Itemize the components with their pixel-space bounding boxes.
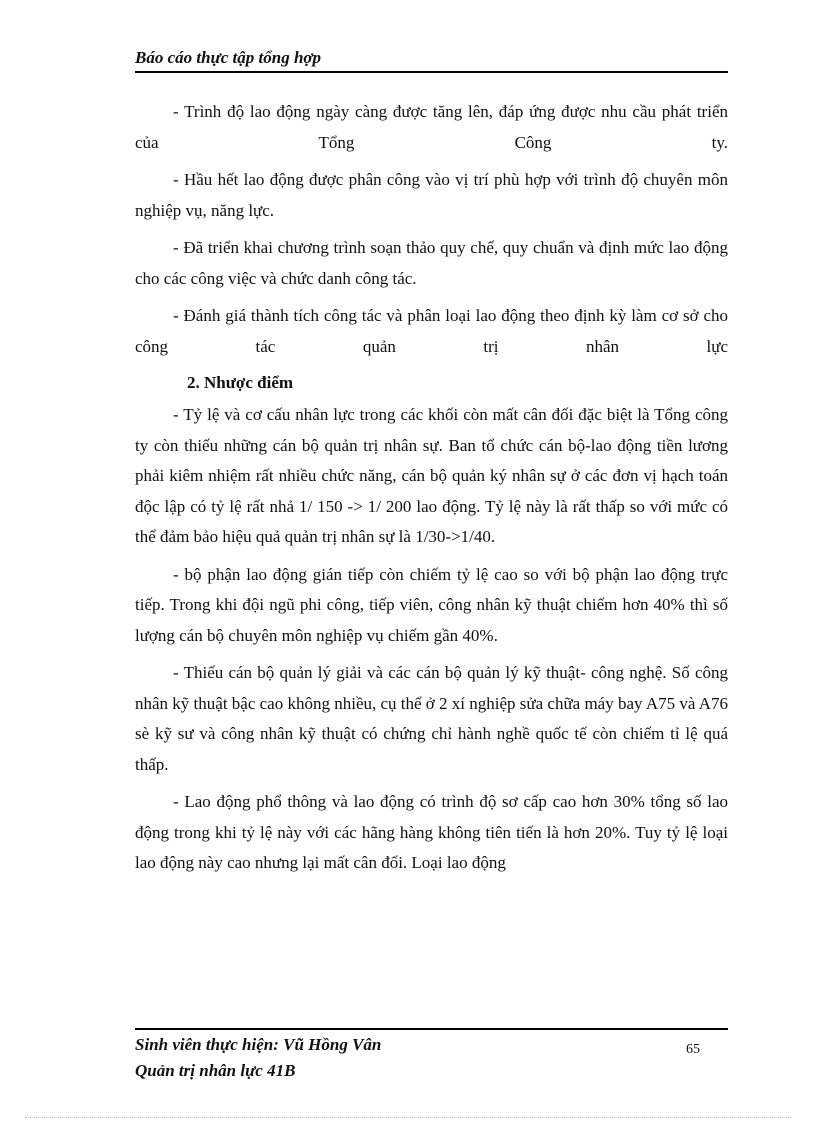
footer-author: Sinh viên thực hiện: Vũ Hồng Vân (135, 1035, 382, 1054)
paragraph-8: - Lao động phổ thông và lao động có trình độ sơ cấp cao hơn 30% tổng số lao động trong khi tỷ lệ này với các hãng hàng không tiên tiến là hơn 20%. Tuy tỷ lệ loại lao động này cao nhưng lại mất cân đối. Loại lao động (135, 792, 728, 872)
paragraph-6: - bộ phận lao động gián tiếp còn chiếm tỷ lệ cao so với bộ phận lao động trực tiếp. Trong khi đội ngũ phi công, tiếp viên, công nhân kỹ thuật chiếm hơn 40% thì số lượng cán bộ chuyên môn nghiệp vụ chiếm gần 40%. (135, 564, 728, 645)
paragraph-4: - Đánh giá thành tích công tác và phân loại lao động theo định kỳ làm cơ sở cho công tác quản trị nhân lực (135, 306, 728, 356)
section-heading: 2. Nhược điểm (187, 373, 294, 392)
footer-class: Quản trị nhân lực 41B (135, 1061, 296, 1080)
page-header (135, 48, 728, 73)
document-body (135, 97, 728, 886)
paragraph-1: - Trình độ lao động ngày càng được tăng lên, đáp ứng được nhu cầu phát triển của Tổng Công ty. (135, 102, 728, 152)
paragraph-5: - Tỷ lệ và cơ cấu nhân lực trong các khối còn mất cân đối đặc biệt là Tổng công ty còn thiếu những cán bộ quản trị nhân sự. Ban tổ chức cán bộ-lao động tiền lương phải kiêm nhiệm rất nhiều chức năng, cán bộ quản ký nhân sự ở các đơn vị hạch toán độc lập có tỷ lệ rất nhả 1/ 150 -> 1/ 200 lao động. Tỷ lệ này là rất thấp so với mức có thể đảm bảo hiệu quả quản trị nhân sự là 1/30->1/40. (135, 405, 728, 546)
page-bottom-divider (25, 1117, 791, 1118)
header-title: Báo cáo thực tập tổng hợp (135, 48, 322, 67)
page-footer (135, 1028, 728, 1084)
paragraph-3: - Đã triển khai chương trình soạn thảo quy chế, quy chuẩn và định mức lao động cho các công việc và chức danh công tác. (135, 238, 728, 288)
page-number: 65 (686, 1042, 700, 1057)
paragraph-2: - Hầu hết lao động được phân công vào vị trí phù hợp với trình độ chuyên môn nghiệp vụ, năng lực. (135, 170, 728, 220)
paragraph-7: - Thiếu cán bộ quản lý giải và các cán bộ quản lý kỹ thuật- công nghệ. Số công nhân kỹ thuật bậc cao không nhiều, cụ thể ở 2 xí nghiệp sửa chữa máy bay A75 và A76 sè kỹ sư và công nhân kỹ thuật có chứng chỉ hành nghề quốc tế còn chiếm tỉ lệ quá thấp. (135, 663, 728, 774)
